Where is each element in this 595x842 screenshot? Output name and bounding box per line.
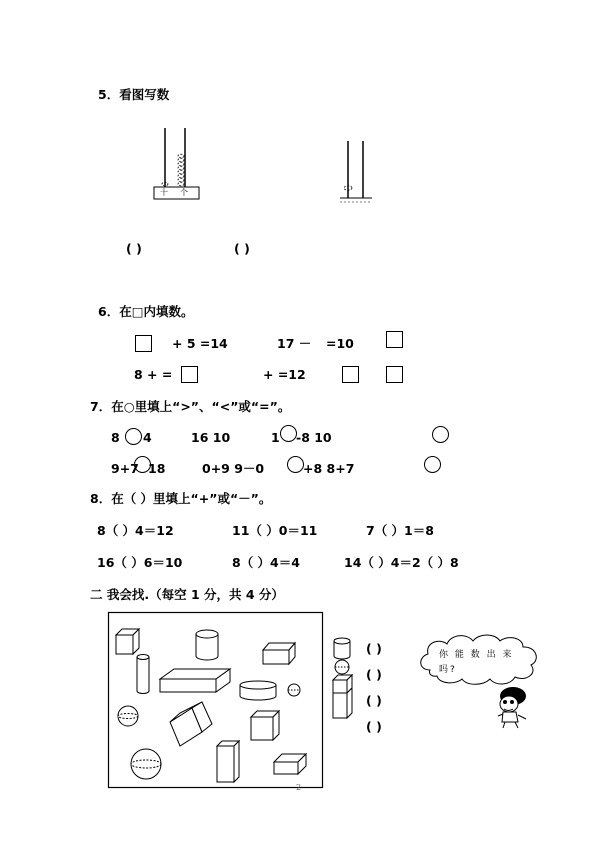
q7-r1-e: -8 10 (296, 430, 332, 445)
q8-r2-2[interactable]: 8（ ）4＝4 (232, 555, 300, 570)
q6-eq2-text-a: 17 － (277, 336, 312, 351)
q7-r1-d: 1 (271, 430, 280, 445)
thought-cloud (415, 630, 545, 690)
q7-circle-6[interactable] (424, 456, 441, 473)
q7-r2-b: 18 (148, 461, 166, 476)
q7-r2-c: 0+9 9－0 (202, 461, 265, 476)
q7-circle-1[interactable] (125, 428, 142, 445)
q5-answer-2[interactable]: ( ) (234, 241, 250, 256)
q5-title: 5．看图写数 (98, 87, 170, 102)
cloud-text-line1: 你 能 数 出 来 (439, 650, 514, 660)
q7-r1-b: 4 (143, 430, 152, 445)
q6-eq1-text: + 5 =14 (172, 336, 228, 351)
q7-circle-2[interactable] (280, 425, 297, 442)
q8-r1-3[interactable]: 7（ ）1＝8 (366, 523, 434, 538)
abacus-2 (338, 138, 378, 208)
q7-circle-3[interactable] (432, 426, 449, 443)
q9-title: 二 我会找.（每空 1 分，共 4 分） (90, 587, 284, 602)
q5-answer-1[interactable]: ( ) (126, 241, 142, 256)
q7-r1-c: 16 10 (191, 430, 231, 445)
q9-answer-2[interactable]: ( ) (366, 667, 382, 682)
q6-answer-box-3[interactable] (181, 366, 198, 383)
q9-answer-1[interactable]: ( ) (366, 641, 382, 656)
q8-r2-3[interactable]: 14（ ）4＝2（ ）8 (344, 555, 459, 570)
q6-eq3-text: 8 + = (134, 367, 173, 382)
q6-title: 6．在□内填数。 (98, 304, 194, 319)
q8-r1-2[interactable]: 11（ ）0＝11 (232, 523, 318, 538)
q6-answer-box-5[interactable] (386, 366, 403, 383)
q7-r2-a: 9+7 (111, 461, 139, 476)
abacus-label-ones: 个 (180, 188, 188, 197)
shape-legend-icons (331, 636, 357, 720)
q9-answer-3[interactable]: ( ) (366, 693, 382, 708)
q7-r1-a: 8 (111, 430, 120, 445)
q9-answer-4[interactable]: ( ) (366, 719, 382, 734)
q6-answer-box-2[interactable] (386, 331, 403, 348)
cartoon-character (488, 684, 533, 729)
q6-eq4-text: + =12 (263, 367, 306, 382)
q7-r2-d: +8 8+7 (303, 461, 355, 476)
shapes-picture (108, 612, 323, 788)
q6-answer-box-4[interactable] (342, 366, 359, 383)
page-number: 2 (296, 783, 302, 792)
q6-answer-box-1[interactable] (135, 335, 152, 352)
cloud-text-line2: 吗? (439, 665, 457, 675)
abacus-label-tens: 十 (160, 188, 168, 197)
q8-r1-1[interactable]: 8（ ）4＝12 (97, 523, 174, 538)
q6-eq2-text-b: =10 (326, 336, 354, 351)
q8-title: 8．在（ ）里填上“+”或“－”。 (90, 491, 272, 506)
q8-r2-1[interactable]: 16（ ）6＝10 (97, 555, 183, 570)
q7-title: 7．在○里填上“>”、“<”或“=”。 (90, 399, 291, 414)
q7-circle-5[interactable] (287, 456, 304, 473)
